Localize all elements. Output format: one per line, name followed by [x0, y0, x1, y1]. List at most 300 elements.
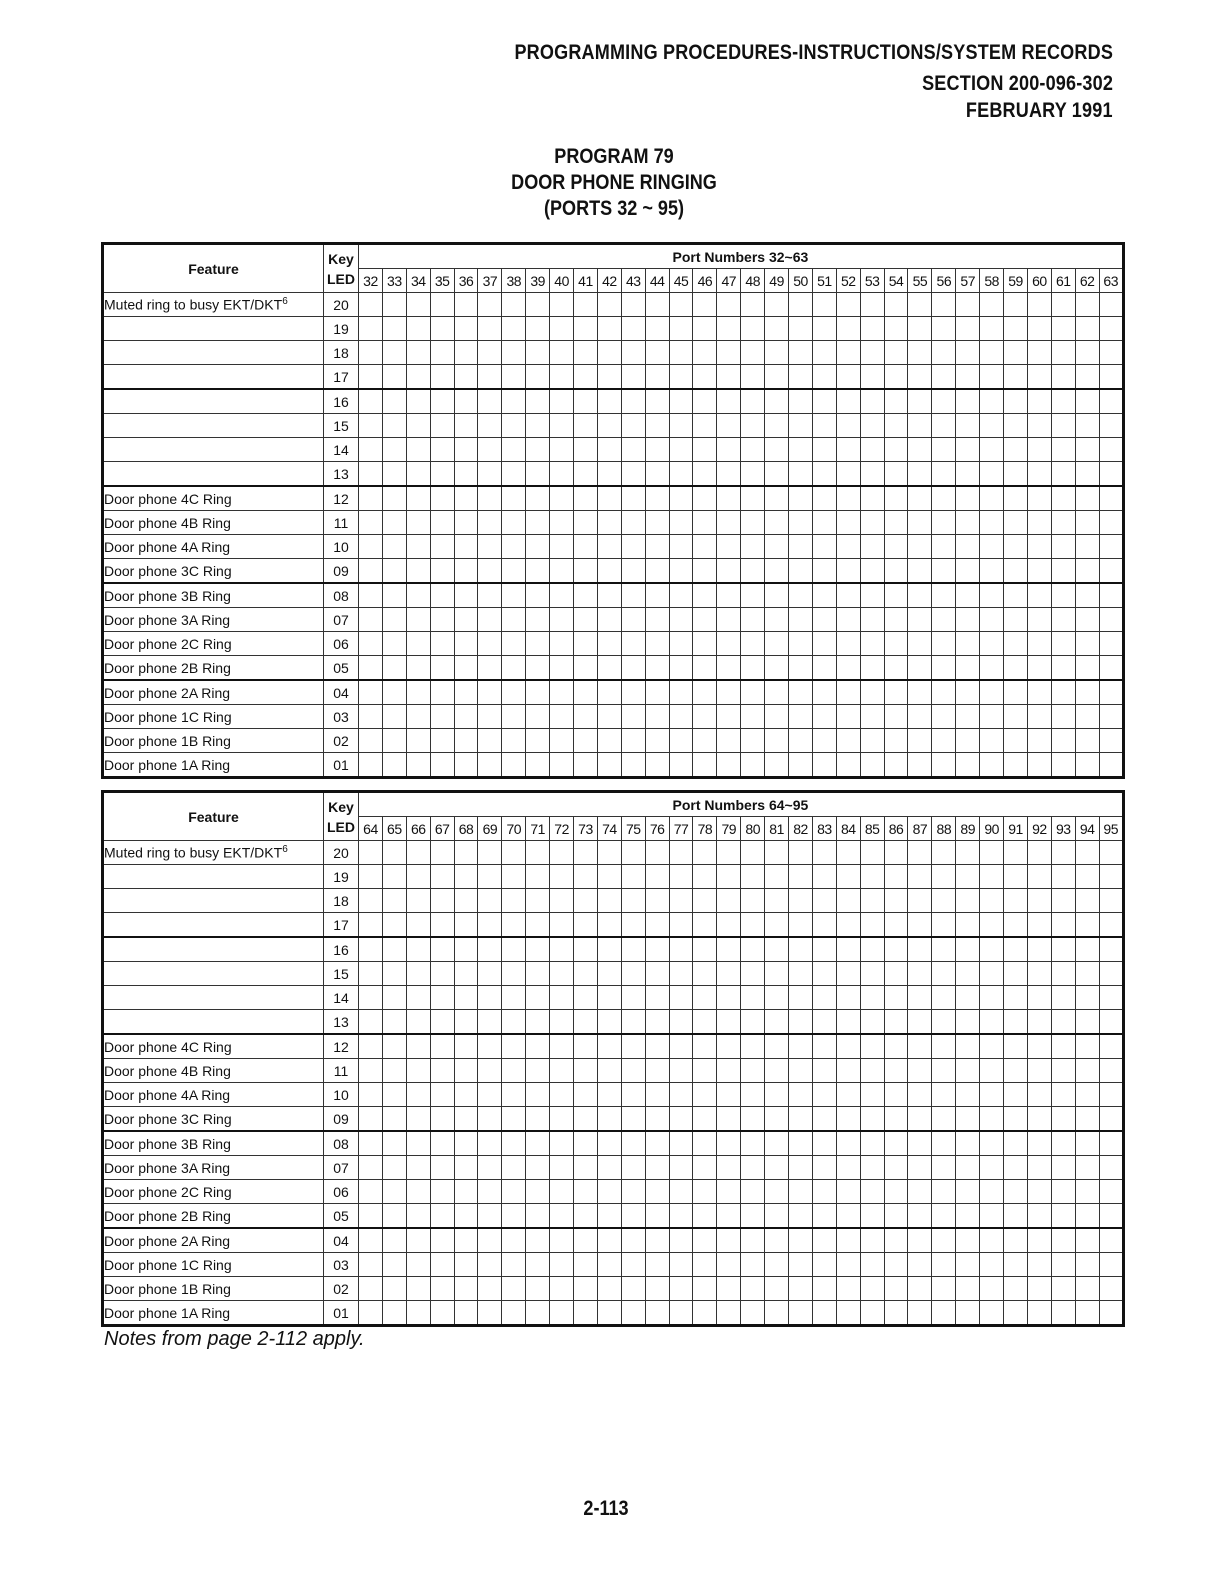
entry-cell[interactable] [502, 559, 526, 584]
entry-cell[interactable] [550, 608, 574, 632]
entry-cell[interactable] [454, 962, 478, 986]
entry-cell[interactable] [741, 962, 765, 986]
entry-cell[interactable] [956, 705, 980, 729]
entry-cell[interactable] [478, 583, 502, 608]
entry-cell[interactable] [550, 1180, 574, 1204]
entry-cell[interactable] [693, 511, 717, 535]
entry-cell[interactable] [359, 1180, 383, 1204]
entry-cell[interactable] [765, 1301, 789, 1326]
entry-cell[interactable] [645, 1301, 669, 1326]
entry-cell[interactable] [956, 1083, 980, 1107]
entry-cell[interactable] [669, 865, 693, 889]
entry-cell[interactable] [430, 1228, 454, 1253]
entry-cell[interactable] [836, 1034, 860, 1059]
entry-cell[interactable] [765, 1228, 789, 1253]
entry-cell[interactable] [502, 365, 526, 390]
entry-cell[interactable] [597, 511, 621, 535]
entry-cell[interactable] [884, 937, 908, 962]
entry-cell[interactable] [597, 1228, 621, 1253]
entry-cell[interactable] [717, 1301, 741, 1326]
entry-cell[interactable] [669, 559, 693, 584]
entry-cell[interactable] [717, 1034, 741, 1059]
entry-cell[interactable] [932, 438, 956, 462]
entry-cell[interactable] [836, 962, 860, 986]
entry-cell[interactable] [645, 1180, 669, 1204]
entry-cell[interactable] [693, 962, 717, 986]
entry-cell[interactable] [382, 889, 406, 913]
entry-cell[interactable] [1027, 1301, 1051, 1326]
entry-cell[interactable] [669, 365, 693, 390]
entry-cell[interactable] [454, 1010, 478, 1035]
entry-cell[interactable] [908, 1253, 932, 1277]
entry-cell[interactable] [693, 535, 717, 559]
entry-cell[interactable] [884, 1010, 908, 1035]
entry-cell[interactable] [884, 865, 908, 889]
entry-cell[interactable] [406, 583, 430, 608]
entry-cell[interactable] [789, 293, 813, 317]
entry-cell[interactable] [932, 753, 956, 778]
entry-cell[interactable] [741, 438, 765, 462]
entry-cell[interactable] [1075, 608, 1099, 632]
entry-cell[interactable] [454, 1277, 478, 1301]
entry-cell[interactable] [382, 1107, 406, 1132]
entry-cell[interactable] [932, 486, 956, 511]
entry-cell[interactable] [860, 1204, 884, 1229]
entry-cell[interactable] [908, 535, 932, 559]
entry-cell[interactable] [765, 986, 789, 1010]
entry-cell[interactable] [884, 559, 908, 584]
entry-cell[interactable] [597, 317, 621, 341]
entry-cell[interactable] [430, 1156, 454, 1180]
entry-cell[interactable] [765, 1277, 789, 1301]
entry-cell[interactable] [1004, 486, 1028, 511]
entry-cell[interactable] [1051, 462, 1075, 487]
entry-cell[interactable] [478, 889, 502, 913]
entry-cell[interactable] [1075, 889, 1099, 913]
entry-cell[interactable] [836, 705, 860, 729]
entry-cell[interactable] [956, 1059, 980, 1083]
entry-cell[interactable] [789, 889, 813, 913]
entry-cell[interactable] [597, 1277, 621, 1301]
entry-cell[interactable] [1075, 1059, 1099, 1083]
entry-cell[interactable] [860, 1131, 884, 1156]
entry-cell[interactable] [860, 680, 884, 705]
entry-cell[interactable] [478, 986, 502, 1010]
entry-cell[interactable] [812, 1059, 836, 1083]
entry-cell[interactable] [860, 865, 884, 889]
entry-cell[interactable] [574, 1301, 598, 1326]
entry-cell[interactable] [550, 511, 574, 535]
entry-cell[interactable] [382, 1301, 406, 1326]
entry-cell[interactable] [693, 1253, 717, 1277]
entry-cell[interactable] [382, 1156, 406, 1180]
entry-cell[interactable] [765, 511, 789, 535]
entry-cell[interactable] [812, 729, 836, 753]
entry-cell[interactable] [860, 438, 884, 462]
entry-cell[interactable] [812, 937, 836, 962]
entry-cell[interactable] [502, 535, 526, 559]
entry-cell[interactable] [812, 1131, 836, 1156]
entry-cell[interactable] [956, 1156, 980, 1180]
entry-cell[interactable] [860, 937, 884, 962]
entry-cell[interactable] [550, 986, 574, 1010]
entry-cell[interactable] [574, 632, 598, 656]
entry-cell[interactable] [1051, 937, 1075, 962]
entry-cell[interactable] [908, 1228, 932, 1253]
entry-cell[interactable] [932, 559, 956, 584]
entry-cell[interactable] [1027, 486, 1051, 511]
entry-cell[interactable] [717, 865, 741, 889]
entry-cell[interactable] [1075, 1301, 1099, 1326]
entry-cell[interactable] [1027, 1034, 1051, 1059]
entry-cell[interactable] [526, 1301, 550, 1326]
entry-cell[interactable] [717, 608, 741, 632]
entry-cell[interactable] [574, 1204, 598, 1229]
entry-cell[interactable] [717, 341, 741, 365]
entry-cell[interactable] [406, 414, 430, 438]
entry-cell[interactable] [359, 1059, 383, 1083]
entry-cell[interactable] [789, 1107, 813, 1132]
entry-cell[interactable] [382, 1277, 406, 1301]
entry-cell[interactable] [597, 1204, 621, 1229]
entry-cell[interactable] [741, 462, 765, 487]
entry-cell[interactable] [765, 583, 789, 608]
entry-cell[interactable] [502, 1107, 526, 1132]
entry-cell[interactable] [526, 1107, 550, 1132]
entry-cell[interactable] [717, 438, 741, 462]
entry-cell[interactable] [359, 511, 383, 535]
entry-cell[interactable] [550, 317, 574, 341]
entry-cell[interactable] [932, 462, 956, 487]
entry-cell[interactable] [1099, 511, 1123, 535]
entry-cell[interactable] [717, 656, 741, 681]
entry-cell[interactable] [980, 865, 1004, 889]
entry-cell[interactable] [621, 1253, 645, 1277]
entry-cell[interactable] [1027, 438, 1051, 462]
entry-cell[interactable] [574, 462, 598, 487]
entry-cell[interactable] [836, 1131, 860, 1156]
entry-cell[interactable] [359, 913, 383, 938]
entry-cell[interactable] [932, 1301, 956, 1326]
entry-cell[interactable] [574, 511, 598, 535]
entry-cell[interactable] [956, 608, 980, 632]
entry-cell[interactable] [860, 389, 884, 414]
entry-cell[interactable] [765, 962, 789, 986]
entry-cell[interactable] [526, 1180, 550, 1204]
entry-cell[interactable] [669, 1010, 693, 1035]
entry-cell[interactable] [454, 317, 478, 341]
entry-cell[interactable] [1051, 1034, 1075, 1059]
entry-cell[interactable] [1051, 753, 1075, 778]
entry-cell[interactable] [1099, 962, 1123, 986]
entry-cell[interactable] [741, 913, 765, 938]
entry-cell[interactable] [980, 753, 1004, 778]
entry-cell[interactable] [430, 1107, 454, 1132]
entry-cell[interactable] [621, 632, 645, 656]
entry-cell[interactable] [597, 680, 621, 705]
entry-cell[interactable] [860, 341, 884, 365]
entry-cell[interactable] [956, 753, 980, 778]
entry-cell[interactable] [1027, 462, 1051, 487]
entry-cell[interactable] [430, 583, 454, 608]
entry-cell[interactable] [789, 317, 813, 341]
entry-cell[interactable] [478, 1034, 502, 1059]
entry-cell[interactable] [1099, 841, 1123, 865]
entry-cell[interactable] [980, 705, 1004, 729]
entry-cell[interactable] [1027, 986, 1051, 1010]
entry-cell[interactable] [765, 1131, 789, 1156]
entry-cell[interactable] [1051, 583, 1075, 608]
entry-cell[interactable] [526, 937, 550, 962]
entry-cell[interactable] [693, 841, 717, 865]
entry-cell[interactable] [908, 1131, 932, 1156]
entry-cell[interactable] [1051, 1107, 1075, 1132]
entry-cell[interactable] [741, 1131, 765, 1156]
entry-cell[interactable] [932, 1253, 956, 1277]
entry-cell[interactable] [836, 1010, 860, 1035]
entry-cell[interactable] [574, 1253, 598, 1277]
entry-cell[interactable] [502, 293, 526, 317]
entry-cell[interactable] [717, 705, 741, 729]
entry-cell[interactable] [884, 1301, 908, 1326]
entry-cell[interactable] [980, 317, 1004, 341]
entry-cell[interactable] [1075, 841, 1099, 865]
entry-cell[interactable] [550, 1010, 574, 1035]
entry-cell[interactable] [789, 1301, 813, 1326]
entry-cell[interactable] [502, 1204, 526, 1229]
entry-cell[interactable] [956, 1301, 980, 1326]
entry-cell[interactable] [382, 1083, 406, 1107]
entry-cell[interactable] [359, 559, 383, 584]
entry-cell[interactable] [884, 583, 908, 608]
entry-cell[interactable] [956, 317, 980, 341]
entry-cell[interactable] [430, 865, 454, 889]
entry-cell[interactable] [502, 865, 526, 889]
entry-cell[interactable] [932, 889, 956, 913]
entry-cell[interactable] [621, 656, 645, 681]
entry-cell[interactable] [597, 889, 621, 913]
entry-cell[interactable] [526, 632, 550, 656]
entry-cell[interactable] [645, 365, 669, 390]
entry-cell[interactable] [669, 1301, 693, 1326]
entry-cell[interactable] [980, 656, 1004, 681]
entry-cell[interactable] [741, 317, 765, 341]
entry-cell[interactable] [693, 1131, 717, 1156]
entry-cell[interactable] [1051, 389, 1075, 414]
entry-cell[interactable] [836, 1107, 860, 1132]
entry-cell[interactable] [669, 462, 693, 487]
entry-cell[interactable] [1004, 913, 1028, 938]
entry-cell[interactable] [454, 1301, 478, 1326]
entry-cell[interactable] [693, 1301, 717, 1326]
entry-cell[interactable] [454, 559, 478, 584]
entry-cell[interactable] [1075, 729, 1099, 753]
entry-cell[interactable] [502, 1156, 526, 1180]
entry-cell[interactable] [574, 486, 598, 511]
entry-cell[interactable] [574, 656, 598, 681]
entry-cell[interactable] [980, 1034, 1004, 1059]
entry-cell[interactable] [597, 705, 621, 729]
entry-cell[interactable] [621, 438, 645, 462]
entry-cell[interactable] [526, 753, 550, 778]
entry-cell[interactable] [980, 1107, 1004, 1132]
entry-cell[interactable] [454, 511, 478, 535]
entry-cell[interactable] [980, 1156, 1004, 1180]
entry-cell[interactable] [693, 1107, 717, 1132]
entry-cell[interactable] [884, 462, 908, 487]
entry-cell[interactable] [932, 1131, 956, 1156]
entry-cell[interactable] [836, 680, 860, 705]
entry-cell[interactable] [1075, 680, 1099, 705]
entry-cell[interactable] [836, 656, 860, 681]
entry-cell[interactable] [812, 986, 836, 1010]
entry-cell[interactable] [574, 937, 598, 962]
entry-cell[interactable] [860, 656, 884, 681]
entry-cell[interactable] [1075, 913, 1099, 938]
entry-cell[interactable] [693, 656, 717, 681]
entry-cell[interactable] [382, 1131, 406, 1156]
entry-cell[interactable] [406, 913, 430, 938]
entry-cell[interactable] [454, 632, 478, 656]
entry-cell[interactable] [526, 317, 550, 341]
entry-cell[interactable] [860, 1034, 884, 1059]
entry-cell[interactable] [789, 729, 813, 753]
entry-cell[interactable] [597, 462, 621, 487]
entry-cell[interactable] [645, 841, 669, 865]
entry-cell[interactable] [550, 293, 574, 317]
entry-cell[interactable] [621, 962, 645, 986]
entry-cell[interactable] [430, 1301, 454, 1326]
entry-cell[interactable] [717, 937, 741, 962]
entry-cell[interactable] [526, 1131, 550, 1156]
entry-cell[interactable] [406, 1083, 430, 1107]
entry-cell[interactable] [359, 729, 383, 753]
entry-cell[interactable] [789, 535, 813, 559]
entry-cell[interactable] [956, 535, 980, 559]
entry-cell[interactable] [550, 1301, 574, 1326]
entry-cell[interactable] [526, 680, 550, 705]
entry-cell[interactable] [550, 1059, 574, 1083]
entry-cell[interactable] [812, 511, 836, 535]
entry-cell[interactable] [812, 962, 836, 986]
entry-cell[interactable] [1051, 656, 1075, 681]
entry-cell[interactable] [693, 1180, 717, 1204]
entry-cell[interactable] [884, 486, 908, 511]
entry-cell[interactable] [1027, 608, 1051, 632]
entry-cell[interactable] [382, 865, 406, 889]
entry-cell[interactable] [621, 753, 645, 778]
entry-cell[interactable] [1051, 1253, 1075, 1277]
entry-cell[interactable] [836, 1156, 860, 1180]
entry-cell[interactable] [478, 365, 502, 390]
entry-cell[interactable] [454, 656, 478, 681]
entry-cell[interactable] [741, 389, 765, 414]
entry-cell[interactable] [359, 341, 383, 365]
entry-cell[interactable] [574, 1010, 598, 1035]
entry-cell[interactable] [526, 913, 550, 938]
entry-cell[interactable] [502, 317, 526, 341]
entry-cell[interactable] [478, 389, 502, 414]
entry-cell[interactable] [908, 680, 932, 705]
entry-cell[interactable] [597, 535, 621, 559]
entry-cell[interactable] [765, 293, 789, 317]
entry-cell[interactable] [669, 1107, 693, 1132]
entry-cell[interactable] [406, 865, 430, 889]
entry-cell[interactable] [741, 986, 765, 1010]
entry-cell[interactable] [359, 486, 383, 511]
entry-cell[interactable] [693, 341, 717, 365]
entry-cell[interactable] [1004, 705, 1028, 729]
entry-cell[interactable] [1004, 317, 1028, 341]
entry-cell[interactable] [382, 414, 406, 438]
entry-cell[interactable] [526, 583, 550, 608]
entry-cell[interactable] [1099, 1131, 1123, 1156]
entry-cell[interactable] [693, 293, 717, 317]
entry-cell[interactable] [789, 962, 813, 986]
entry-cell[interactable] [574, 1277, 598, 1301]
entry-cell[interactable] [789, 1034, 813, 1059]
entry-cell[interactable] [812, 913, 836, 938]
entry-cell[interactable] [765, 1034, 789, 1059]
entry-cell[interactable] [789, 1277, 813, 1301]
entry-cell[interactable] [669, 729, 693, 753]
entry-cell[interactable] [956, 293, 980, 317]
entry-cell[interactable] [932, 680, 956, 705]
entry-cell[interactable] [621, 1180, 645, 1204]
entry-cell[interactable] [359, 1010, 383, 1035]
entry-cell[interactable] [932, 511, 956, 535]
entry-cell[interactable] [430, 889, 454, 913]
entry-cell[interactable] [359, 608, 383, 632]
entry-cell[interactable] [1099, 705, 1123, 729]
entry-cell[interactable] [812, 1034, 836, 1059]
entry-cell[interactable] [836, 1059, 860, 1083]
entry-cell[interactable] [526, 1083, 550, 1107]
entry-cell[interactable] [669, 341, 693, 365]
entry-cell[interactable] [1004, 865, 1028, 889]
entry-cell[interactable] [980, 632, 1004, 656]
entry-cell[interactable] [693, 913, 717, 938]
entry-cell[interactable] [502, 486, 526, 511]
entry-cell[interactable] [812, 293, 836, 317]
entry-cell[interactable] [789, 1131, 813, 1156]
entry-cell[interactable] [1027, 729, 1051, 753]
entry-cell[interactable] [1075, 705, 1099, 729]
entry-cell[interactable] [550, 937, 574, 962]
entry-cell[interactable] [1099, 1180, 1123, 1204]
entry-cell[interactable] [717, 1107, 741, 1132]
entry-cell[interactable] [621, 365, 645, 390]
entry-cell[interactable] [741, 889, 765, 913]
entry-cell[interactable] [741, 753, 765, 778]
entry-cell[interactable] [860, 753, 884, 778]
entry-cell[interactable] [1027, 937, 1051, 962]
entry-cell[interactable] [502, 1034, 526, 1059]
entry-cell[interactable] [669, 486, 693, 511]
entry-cell[interactable] [430, 986, 454, 1010]
entry-cell[interactable] [1075, 559, 1099, 584]
entry-cell[interactable] [884, 1034, 908, 1059]
entry-cell[interactable] [1027, 1107, 1051, 1132]
entry-cell[interactable] [382, 559, 406, 584]
entry-cell[interactable] [884, 1180, 908, 1204]
entry-cell[interactable] [812, 1301, 836, 1326]
entry-cell[interactable] [502, 462, 526, 487]
entry-cell[interactable] [574, 986, 598, 1010]
entry-cell[interactable] [812, 1083, 836, 1107]
entry-cell[interactable] [550, 1034, 574, 1059]
entry-cell[interactable] [908, 865, 932, 889]
